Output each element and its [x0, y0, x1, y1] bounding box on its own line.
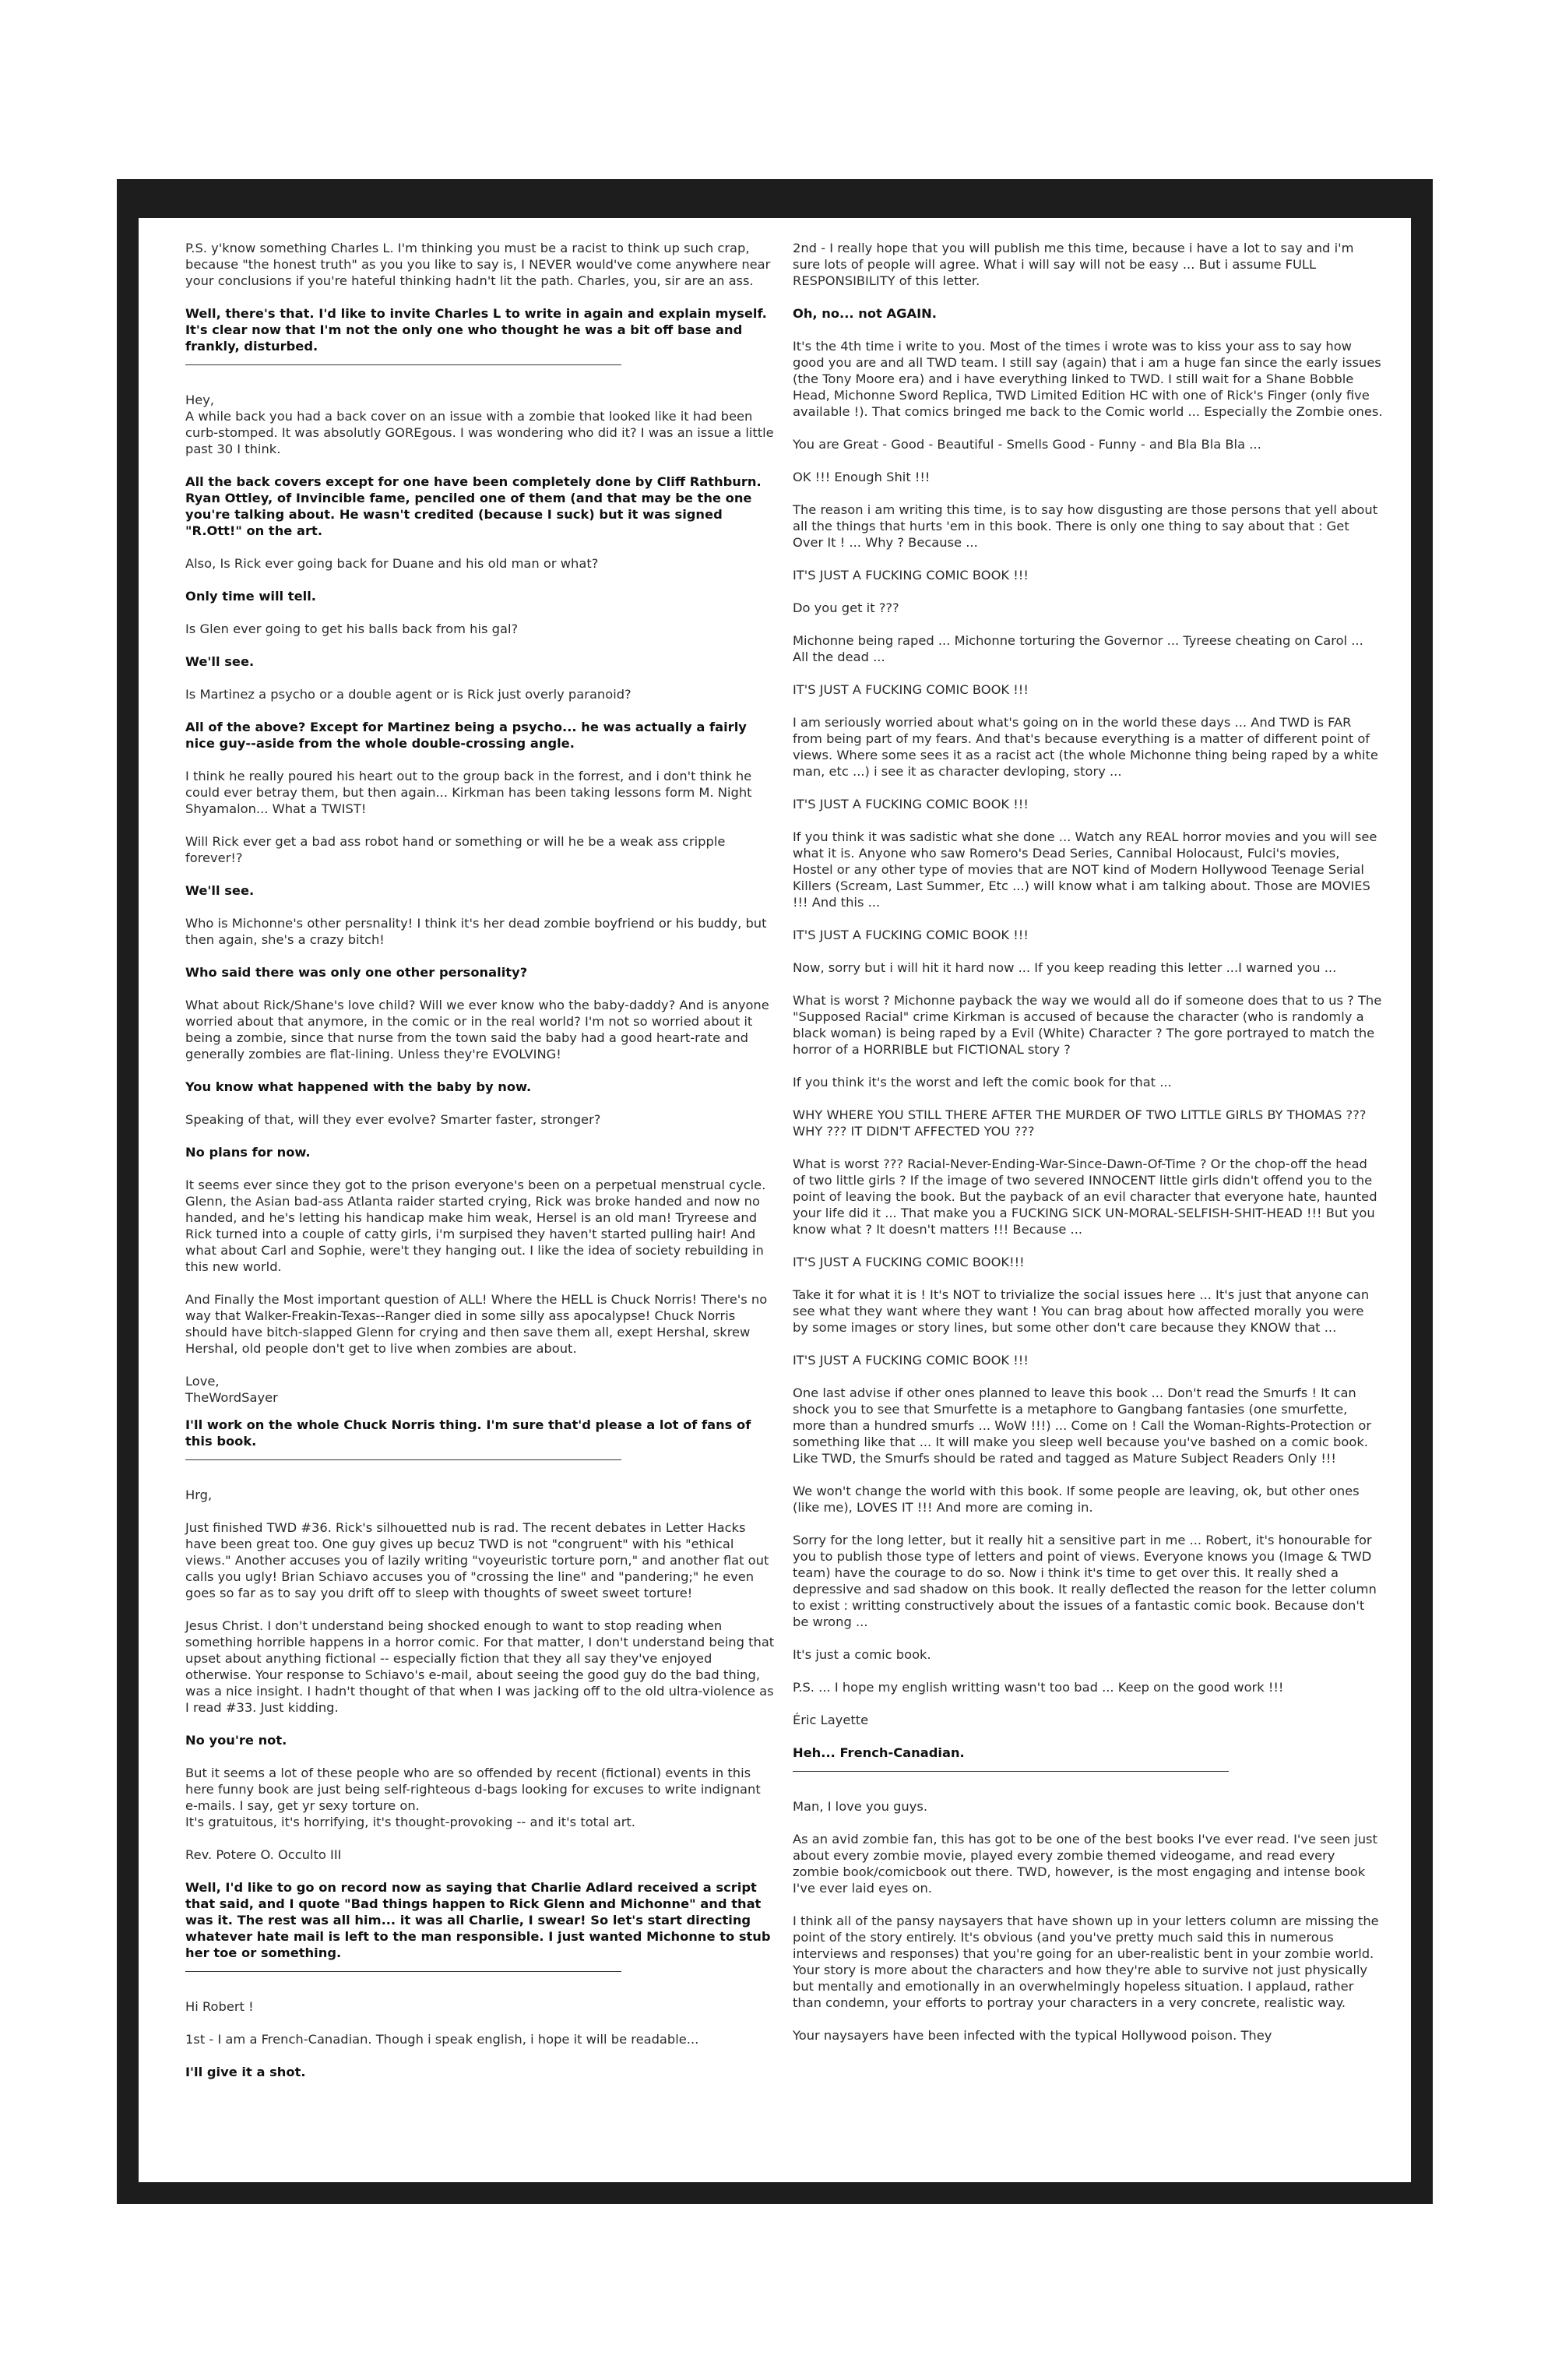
- editor-reply: Well, there's that. I'd like to invite Charles L to write in again and explain myself. It's clear now that I'm not the only one who thought he was a bit off base and frankly, disturbed.: [185, 306, 767, 354]
- letter-paragraph: Rev. Potere O. Occulto III: [185, 1847, 342, 1862]
- editor-reply: No you're not.: [185, 1733, 287, 1748]
- letter-paragraph: IT'S JUST A FUCKING COMIC BOOK!!!: [793, 1255, 1025, 1269]
- letter-paragraph: 2nd - I really hope that you will publish me this time, because i have a lot to say and i'm sure lots of people will agree. What i will say will not be easy ... But i assume FULL RESPONSIBILITY of this letter.: [793, 241, 1354, 288]
- letter-divider: [185, 364, 621, 365]
- left-column: [185, 240, 776, 2097]
- letter-paragraph: IT'S JUST A FUCKING COMIC BOOK !!!: [793, 568, 1029, 583]
- letter-paragraph: Love, TheWordSayer: [185, 1374, 278, 1405]
- letter-divider: [185, 1971, 621, 1972]
- letter-paragraph: I am seriously worried about what's going on in the world these days ... And TWD is FAR from being part of my fears. And that's because everything is a matter of different point of views. Where some sees it as a racist act (the whole Michonne thing being raped by a white man, etc ...) i see it as character devloping, story ...: [793, 715, 1378, 779]
- letter-paragraph: What is worst ??? Racial-Never-Ending-War-Since-Dawn-Of-Time ? Or the chop-off the head of two little girls ? If the image of two severed INNOCENT little girls didn't offend you to the point of leaving the book. But the payback of an evil character that everyone hate, haunted your life did it ... That make you a FUCKING SICK UN-MORAL-SELFISH-SHIT-HEAD !!! But you know what ? It doesn't matters !!! Because ...: [793, 1157, 1377, 1237]
- letter-paragraph: IT'S JUST A FUCKING COMIC BOOK !!!: [793, 1353, 1029, 1368]
- editor-reply: All of the above? Except for Martinez being a psycho... he was actually a fairly nice guy--aside from the whole double-crossing angle.: [185, 720, 747, 751]
- letter-paragraph: As an avid zombie fan, this has got to be one of the best books I've ever read. I've seen just about every zombie movie, played every zombie themed videogame, and read every zombie book/comicbook out there. TWD, however, is the most engaging and intense book I've ever laid eyes on.: [793, 1832, 1377, 1896]
- letter-paragraph: WHY WHERE YOU STILL THERE AFTER THE MURDER OF TWO LITTLE GIRLS BY THOMAS ??? WHY ??? IT DIDN'T AFFECTED YOU ???: [793, 1107, 1367, 1139]
- editor-reply: Well, I'd like to go on record now as saying that Charlie Adlard received a script that said, and I quote "Bad things happen to Rick Glenn and Michonne" and that was it. The rest was all him... it was all Charlie, I swear! So let's start directing whatever hate mail is left to the man responsible. I just wanted Michonne to stub her toe or something.: [185, 1880, 771, 1960]
- letter-paragraph: Your naysayers have been infected with the typical Hollywood poison. They: [793, 2028, 1272, 2043]
- letter-paragraph: 1st - I am a French-Canadian. Though i speak english, i hope it will be readable...: [185, 2032, 699, 2047]
- letter-paragraph: Hey, A while back you had a back cover on an issue with a zombie that looked like it had been curb-stomped. It was absolutly GOREgous. I was wondering who did it? I was an issue a little past 30 I think.: [185, 393, 774, 456]
- letter-paragraph: We won't change the world with this book. If some people are leaving, ok, but other ones (like me), LOVES IT !!! And more are coming in.: [793, 1484, 1360, 1515]
- letter-paragraph: IT'S JUST A FUCKING COMIC BOOK !!!: [793, 682, 1029, 697]
- letter-paragraph: Hi Robert !: [185, 1999, 254, 2014]
- editor-reply: We'll see.: [185, 883, 255, 898]
- letter-paragraph: One last advise if other ones planned to leave this book ... Don't read the Smurfs ! It can shock you to see that Smurfette is a metaphore to Gangbang fantasies (one smurfette, more than a hundred smurfs ... WoW !!!) ... Come on ! Call the Woman-Rights-Protection or something like that ... It will make you sleep well because you've bashed on a comic book. Like TWD, the Smurfs should be rated and tagged as Mature Subject Readers Only !!!: [793, 1385, 1372, 1466]
- letter-paragraph: Speaking of that, will they ever evolve? Smarter faster, stronger?: [185, 1112, 601, 1127]
- page-frame: [117, 179, 1433, 2204]
- editor-reply: Oh, no... not AGAIN.: [793, 306, 937, 321]
- letter-paragraph: IT'S JUST A FUCKING COMIC BOOK !!!: [793, 928, 1029, 942]
- editor-reply: You know what happened with the baby by now.: [185, 1079, 532, 1094]
- letter-paragraph: It seems ever since they got to the prison everyone's been on a perpetual menstrual cycle. Glenn, the Asian bad-ass Atlanta raider started crying, Rick was broke handed and now no handed, and he's letting his handicap make him weak, Hersel is an old man! Tryreese and Rick turned into a couple of catty girls, i'm surpised they haven't started pulling hair! And what about Carl and Sophie, were't they hanging out. I like the idea of society rebuilding in this new world.: [185, 1178, 766, 1274]
- letter-paragraph: If you think it was sadistic what she done ... Watch any REAL horror movies and you will see what it is. Anyone who saw Romero's Dead Series, Cannibal Holocaust, Fulci's movies, Hostel or any other type of movies that are NOT kind of Modern Hollywood Teenage Serial Killers (Scream, Last Summer, Etc ...) will know what i am talking about. Those are MOVIES !!! And this ...: [793, 829, 1377, 910]
- letter-paragraph: I think all of the pansy naysayers that have shown up in your letters column are missing the point of the story entirely. It's obvious (and you've pretty much said this in numerous interviews and responses) that you're going for an uber-realistic bent in your zombie world. Your story is more about the characters and how they're able to survive not just physically but mentally and emotionally in an overwhelmingly hopeless situation. I applaud, rather than condemn, your efforts to portray your characters in a very concrete, realistic way.: [793, 1914, 1379, 2010]
- right-column: [793, 240, 1383, 2060]
- letter-paragraph: Man, I love you guys.: [793, 1799, 928, 1814]
- letter-paragraph: But it seems a lot of these people who are so offended by recent (fictional) events in this here funny book are just being self-righteous d-bags looking for excuses to write indignant e-mails. I say, get yr sexy torture on. It's gratuitous, it's horrifying, it's thought-provoking -- and it's total art.: [185, 1766, 761, 1829]
- letter-paragraph: It's the 4th time i write to you. Most of the times i wrote was to kiss your ass to say how good you are and all TWD team. I still say (again) that i am a huge fan since the early issues (the Tony Moore era) and i have everything linked to TWD. I still wait for a Shane Bobble Head, Michonne Sword Replica, TWD Limited Edition HC with one of Rick's Finger (only five available !). That comics bringed me back to the Comic world ... Especially the Zombie ones.: [793, 339, 1383, 419]
- letters-page: [139, 218, 1411, 2182]
- editor-reply: Only time will tell.: [185, 589, 316, 604]
- letter-paragraph: What about Rick/Shane's love child? Will we ever know who the baby-daddy? And is anyone worried about that anymore, in the comic or in the real world? I'm not so worried about it being a zombie, since that nurse from the town said the baby had a good heart-rate and generally zombies are flat-lining. Unless they're EVOLVING!: [185, 998, 769, 1061]
- letter-paragraph: What is worst ? Michonne payback the way we would all do if someone does that to us ? The "Supposed Racial" crime Kirkman is accused of because the character (who is randomly a black woman) is being raped by a Evil (White) Character ? The gore portrayed to match the horror of a HORRIBLE but FICTIONAL story ?: [793, 993, 1382, 1057]
- letter-paragraph: Will Rick ever get a bad ass robot hand or something or will he be a weak ass cripple forever!?: [185, 834, 726, 865]
- letter-paragraph: OK !!! Enough Shit !!!: [793, 470, 931, 484]
- letter-paragraph: Also, Is Rick ever going back for Duane and his old man or what?: [185, 556, 599, 571]
- editor-reply: I'll give it a shot.: [185, 2065, 306, 2079]
- letter-paragraph: Who is Michonne's other persnality! I think it's her dead zombie boyfriend or his buddy, but then again, she's a crazy bitch!: [185, 916, 767, 947]
- letter-paragraph: Jesus Christ. I don't understand being shocked enough to want to stop reading when something horrible happens in a horror comic. For that matter, I don't understand being that upset about anything fictional -- especially fiction that they all say they've enjoyed otherwise. Your response to Schiavo's e-mail, about seeing the good guy do the bad thing, was a nice insight. I hadn't thought of that when I was jacking off to the old ultra-violence as I read #33. Just kidding.: [185, 1618, 775, 1715]
- letter-paragraph: I think he really poured his heart out to the group back in the forrest, and i don't think he could ever betray them, but then again... Kirkman has been taking lessons form M. Night Shyamalon... What a TWIST!: [185, 769, 752, 816]
- letter-paragraph: It's just a comic book.: [793, 1647, 931, 1662]
- letter-paragraph: Éric Layette: [793, 1713, 869, 1727]
- letter-paragraph: You are Great - Good - Beautiful - Smells Good - Funny - and Bla Bla Bla ...: [793, 437, 1261, 452]
- letter-paragraph: And Finally the Most important question of ALL! Where the HELL is Chuck Norris! There's no way that Walker-Freakin-Texas--Ranger died in some silly ass apocalypse! Chuck Norris should have bitch-slapped Glenn for crying and then save them all, exept Hershal, skrew Hershal, old people don't get to live when zombies are about.: [185, 1292, 768, 1356]
- editor-reply: We'll see.: [185, 654, 255, 669]
- letter-paragraph: Take it for what it is ! It's NOT to trivialize the social issues here ... It's just that anyone can see what they want where they want ! You can brag about how affected morally you were by some images or story lines, but some other don't care because they KNOW that ...: [793, 1287, 1370, 1335]
- letter-divider: [793, 1771, 1229, 1772]
- editor-reply: Heh... French-Canadian.: [793, 1745, 965, 1760]
- letter-paragraph: Is Martinez a psycho or a double agent or is Rick just overly paranoid?: [185, 687, 632, 702]
- editor-reply: I'll work on the whole Chuck Norris thing. I'm sure that'd please a lot of fans of this book.: [185, 1417, 751, 1449]
- letter-divider: [185, 1459, 621, 1460]
- letter-paragraph: Hrg,: [185, 1488, 213, 1502]
- editor-reply: Who said there was only one other personality?: [185, 965, 528, 980]
- letter-paragraph: If you think it's the worst and left the comic book for that ...: [793, 1075, 1172, 1090]
- letter-paragraph: Is Glen ever going to get his balls back from his gal?: [185, 621, 519, 636]
- editor-reply: All the back covers except for one have been completely done by Cliff Rathburn. Ryan Ottley, of Invincible fame, penciled one of them (and that may be the one you're talking about. He wasn't credited (because I suck) but it was signed "R.Ott!" on the art.: [185, 474, 762, 538]
- editor-reply: No plans for now.: [185, 1145, 311, 1160]
- letter-paragraph: Now, sorry but i will hit it hard now ... If you keep reading this letter ...I warned you ...: [793, 960, 1337, 975]
- letter-paragraph: Do you get it ???: [793, 600, 899, 615]
- letter-paragraph: Sorry for the long letter, but it really hit a sensitive part in me ... Robert, it's honourable for you to publish those type of letters and point of views. Everyone knows you (Image & TWD team) have the courage to do so. Now i think it's time to get over this. It really shed a depressive and sad shadow on this book. It really deflected the reason for the letter column to exist : writting constructively about the issues of a fantastic comic book. Because don't be wrong ...: [793, 1533, 1377, 1629]
- letter-paragraph: IT'S JUST A FUCKING COMIC BOOK !!!: [793, 797, 1029, 812]
- letter-paragraph: P.S. y'know something Charles L. I'm thinking you must be a racist to think up such crap, because "the honest truth" as you you like to say is, I NEVER would've come anywhere near your conclusions if you're hateful thinking hadn't lit the path. Charles, you, sir are an ass.: [185, 241, 771, 288]
- letter-paragraph: Michonne being raped ... Michonne torturing the Governor ... Tyreese cheating on Carol ... All the dead ...: [793, 633, 1363, 664]
- letter-paragraph: P.S. ... I hope my english writting wasn't too bad ... Keep on the good work !!!: [793, 1680, 1284, 1695]
- letter-paragraph: Just finished TWD #36. Rick's silhouetted nub is rad. The recent debates in Letter Hacks have been great too. One guy gives up becuz TWD is not "congruent" with his "ethical views." Another accuses you of lazily writing "voyeuristic torture porn," and another flat out calls you ugly! Brian Schiavo accuses you of "crossing the line" and "pandering;" he even goes so far as to say you drift off to sleep with thoughts of sweet sweet torture!: [185, 1520, 769, 1600]
- letter-paragraph: The reason i am writing this time, is to say how disgusting are those persons that yell about all the things that hurts 'em in this book. There is only one thing to say about that : Get Over It ! ... Why ? Because ...: [793, 502, 1378, 550]
